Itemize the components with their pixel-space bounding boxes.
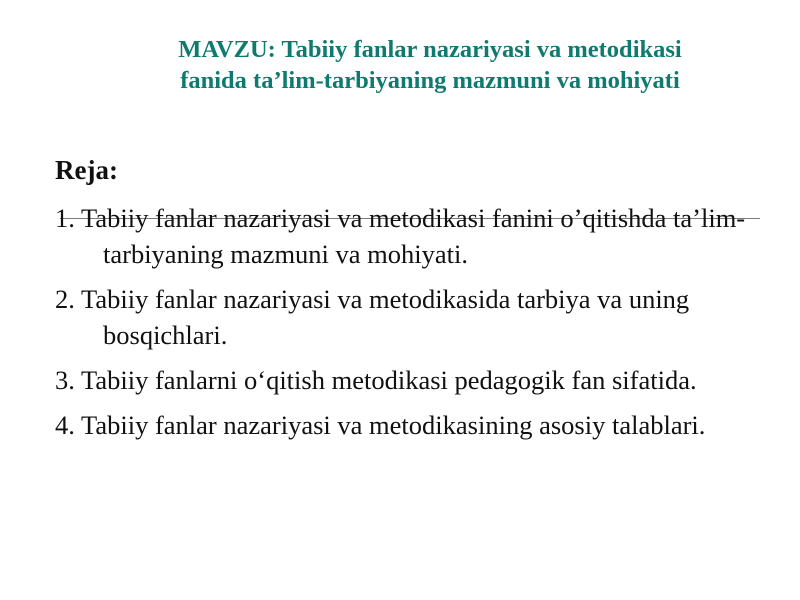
plan-item-2: 2. Tabiiy fanlar nazariyasi va metodikasida tarbiya va uning bosqichlari. xyxy=(55,284,690,350)
slide-body xyxy=(55,152,775,452)
plan-item-3: 3. Tabiiy fanlarni oʻqitish metodikasi pedagogik fan sifatida. xyxy=(55,365,697,395)
plan-item-4: 4. Tabiiy fanlar nazariyasi va metodikasining asosiy talablari. xyxy=(55,410,706,440)
slide-title: MAVZU: Tabiiy fanlar nazariyasi va metodikasi fanida ta’lim-tarbiyaning mazmuni va mohiyati xyxy=(178,36,682,94)
plan-item-1: 1. Tabiiy fanlar nazariyasi va metodikasi fanini o’qitishda ta’lim-tarbiyaning mazmuni va mohiyati. xyxy=(55,203,746,269)
plan-heading: Reja: xyxy=(55,155,118,185)
plan-list xyxy=(55,200,775,443)
